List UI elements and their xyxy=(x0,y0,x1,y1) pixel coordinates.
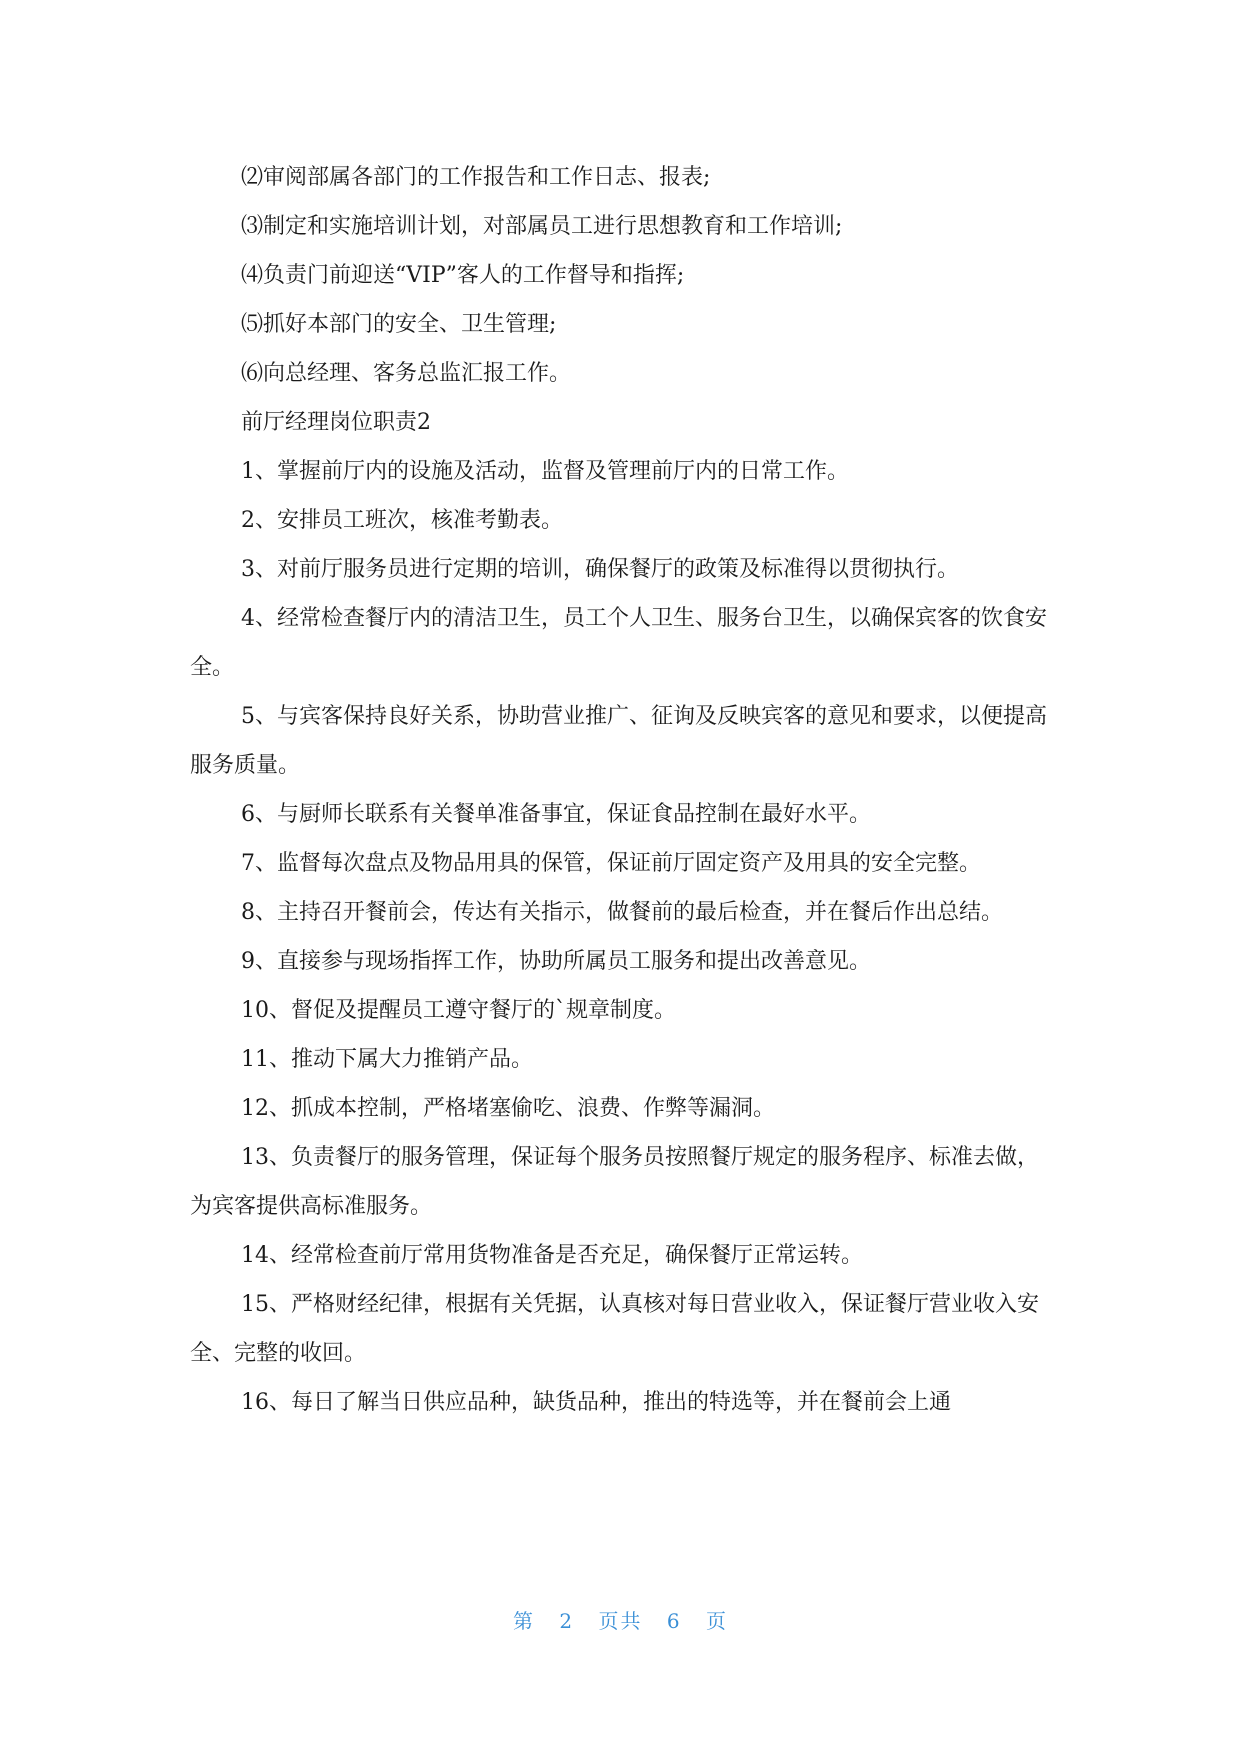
total-page-number: 6 xyxy=(666,1609,682,1633)
paragraph: 11、推动下属大力推销产品。 xyxy=(241,1047,533,1072)
paragraph: 12、抓成本控制，严格堵塞偷吃、浪费、作弊等漏洞。 xyxy=(241,1096,775,1121)
document-body xyxy=(190,153,1058,1427)
footer-word-ye-gong: 页共 xyxy=(598,1609,643,1633)
section-heading: 前厅经理岗位职责2 xyxy=(241,410,431,435)
paragraph: 15、严格财经纪律，根据有关凭据，认真核对每日营业收入，保证餐厅营业收入安全、完整的收回。 xyxy=(190,1292,1039,1366)
paragraph: ⑶制定和实施培训计划，对部属员工进行思想教育和工作培训; xyxy=(241,214,843,239)
paragraph: 9、直接参与现场指挥工作，协助所属员工服务和提出改善意见。 xyxy=(241,949,871,974)
paragraph: ⑵审阅部属各部门的工作报告和工作日志、报表; xyxy=(241,165,711,190)
paragraph: 8、主持召开餐前会，传达有关指示，做餐前的最后检查，并在餐后作出总结。 xyxy=(241,900,1003,925)
footer-word-ye: 页 xyxy=(705,1609,728,1633)
paragraph: ⑸抓好本部门的安全、卫生管理; xyxy=(241,312,557,337)
paragraph: 3、对前厅服务员进行定期的培训，确保餐厅的政策及标准得以贯彻执行。 xyxy=(241,557,959,582)
page-footer xyxy=(0,1605,1241,1634)
paragraph: ⑷负责门前迎送“VIP”客人的工作督导和指挥; xyxy=(241,263,685,288)
footer-word-di: 第 xyxy=(513,1609,536,1633)
paragraph: 13、负责餐厅的服务管理，保证每个服务员按照餐厅规定的服务程序、标准去做，为宾客提供高标准服务。 xyxy=(190,1145,1039,1219)
paragraph: 4、经常检查餐厅内的清洁卫生，员工个人卫生、服务台卫生，以确保宾客的饮食安全。 xyxy=(190,606,1047,680)
paragraph: 7、监督每次盘点及物品用具的保管，保证前厅固定资产及用具的安全完整。 xyxy=(241,851,981,876)
paragraph: 10、督促及提醒员工遵守餐厅的`规章制度。 xyxy=(241,998,676,1023)
paragraph: 16、每日了解当日供应品种，缺货品种，推出的特选等，并在餐前会上通 xyxy=(241,1390,951,1415)
current-page-number: 2 xyxy=(559,1609,575,1633)
paragraph: 5、与宾客保持良好关系，协助营业推广、征询及反映宾客的意见和要求，以便提高服务质量。 xyxy=(190,704,1047,778)
paragraph: 14、经常检查前厅常用货物准备是否充足，确保餐厅正常运转。 xyxy=(241,1243,863,1268)
paragraph: 1、掌握前厅内的设施及活动，监督及管理前厅内的日常工作。 xyxy=(241,459,849,484)
paragraph: 6、与厨师长联系有关餐单准备事宜，保证食品控制在最好水平。 xyxy=(241,802,871,827)
paragraph: ⑹向总经理、客务总监汇报工作。 xyxy=(241,361,572,386)
paragraph: 2、安排员工班次，核准考勤表。 xyxy=(241,508,563,533)
